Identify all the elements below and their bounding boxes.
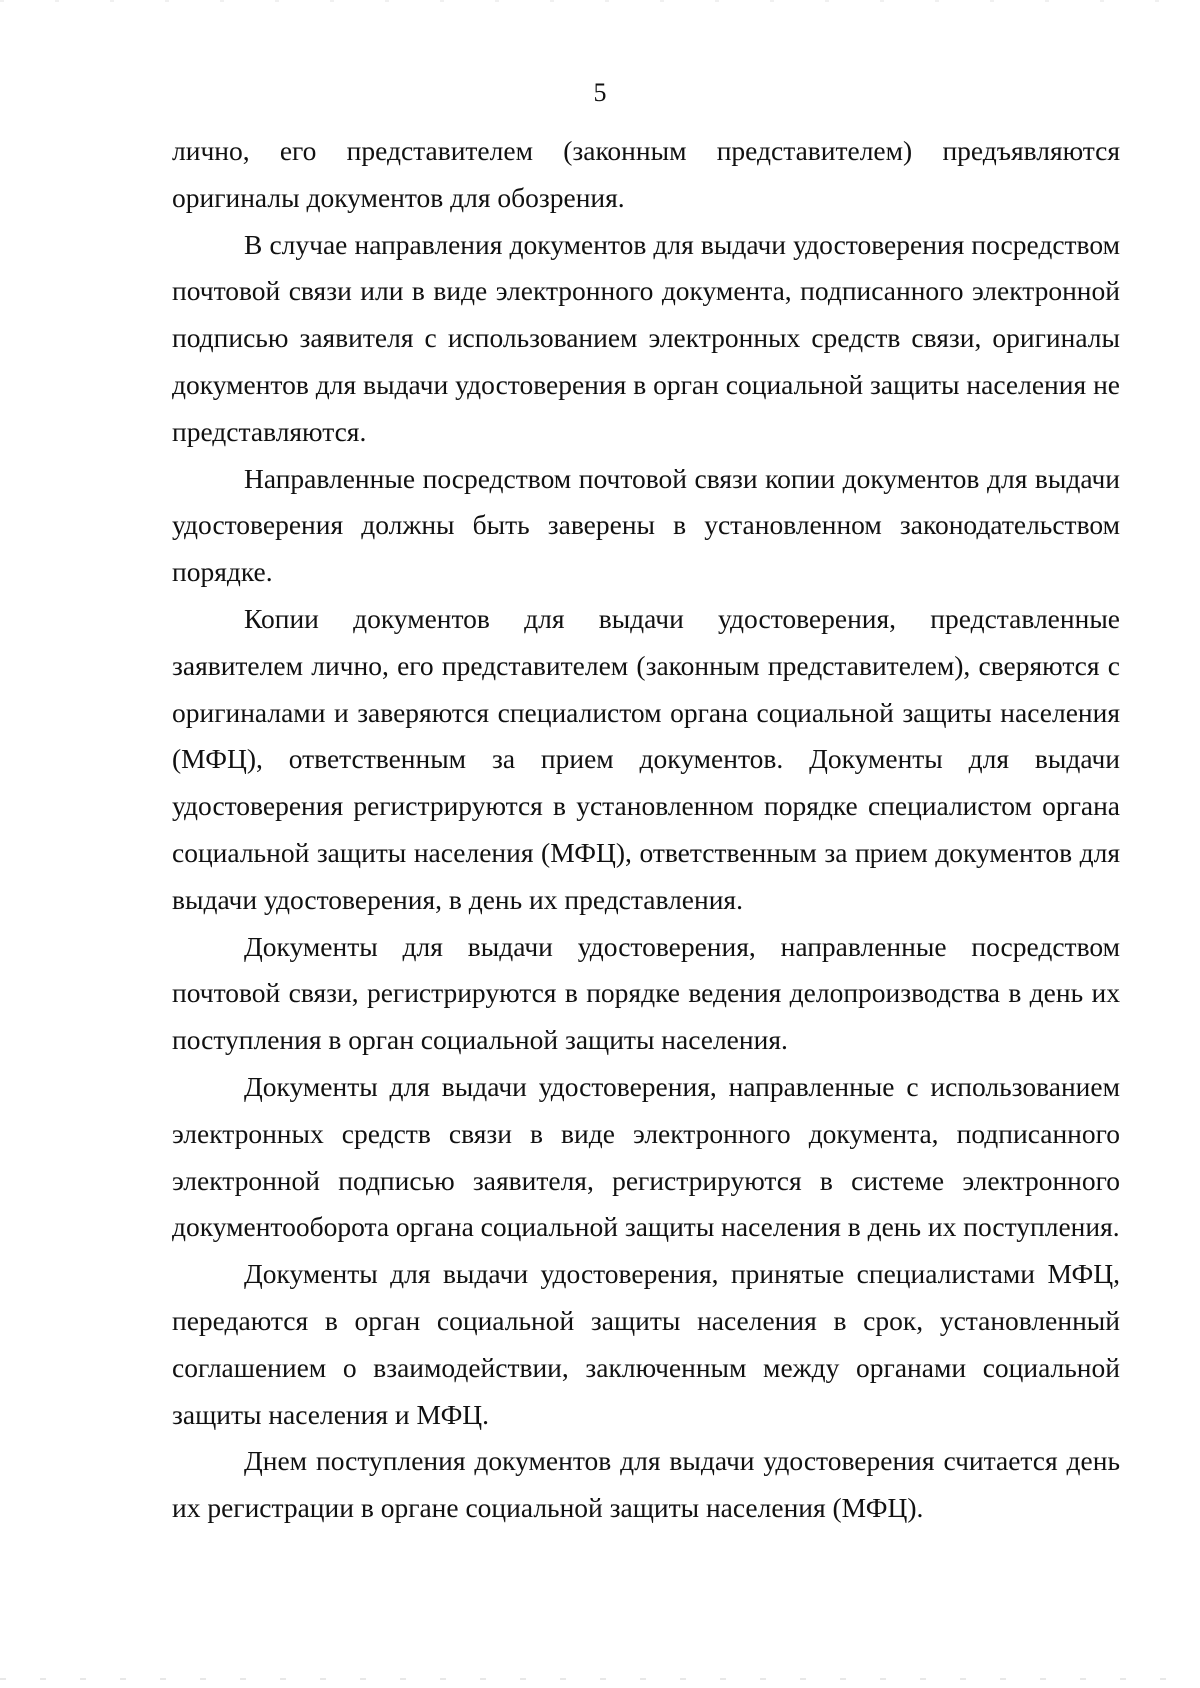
page-number: 5 [593, 78, 607, 107]
paragraph-postal-registration: Документы для выдачи удостоверения, направленные посредством почтовой связи, регистрируются в порядке ведения делопроизводства в день их поступления в орган социальной защиты населения. [172, 930, 1120, 1056]
paragraph-copies-verification: Копии документов для выдачи удостоверения, представленные заявителем лично, его представителем (законным представителем), сверяются с оригиналами и заверяются специалистом органа социальной защиты населения (МФЦ), ответственным за прием документов. Документы для выдачи удостоверения регистрируются в установленном порядке специалистом органа социальной защиты населения (МФЦ), ответственным за прием документов для выдачи удостоверения, в день их представления. [172, 602, 1120, 915]
paragraph-postal-copies: Направленные посредством почтовой связи копии документов для выдачи удостоверения должны быть заверены в установленном законодательством порядке. [172, 462, 1120, 588]
paragraph-mfc-transfer: Документы для выдачи удостоверения, принятые специалистами МФЦ, передаются в орган социальной защиты населения в срок, установленный соглашением о взаимодействии, заключенным между органами социальной защиты населения и МФЦ. [172, 1258, 1120, 1430]
paragraph-postal-electronic: В случае направления документов для выдачи удостоверения посредством почтовой связи или в виде электронного документа, подписанного электронной подписью заявителя с использованием электронных средств связи, оригиналы документов для выдачи удостоверения в орган социальной защиты населения не представляются. [172, 228, 1120, 447]
paragraph-receipt-date: Днем поступления документов для выдачи удостоверения считается день их регистрации в органе социальной защиты населения (МФЦ). [172, 1445, 1120, 1524]
body-text [172, 128, 1120, 1532]
paragraph-electronic-registration: Документы для выдачи удостоверения, направленные с использованием электронных средств связи в виде электронного документа, подписанного электронной подписью заявителя, регистрируются в системе электронного документооборота органа социальной защиты населения в день их поступления. [172, 1070, 1120, 1243]
scan-edge-bottom [0, 1678, 1200, 1680]
paragraph-continuation: лично, его представителем (законным представителем) предъявляются оригиналы документов для обозрения. [172, 135, 1120, 213]
scan-edge-top [0, 0, 1200, 2]
